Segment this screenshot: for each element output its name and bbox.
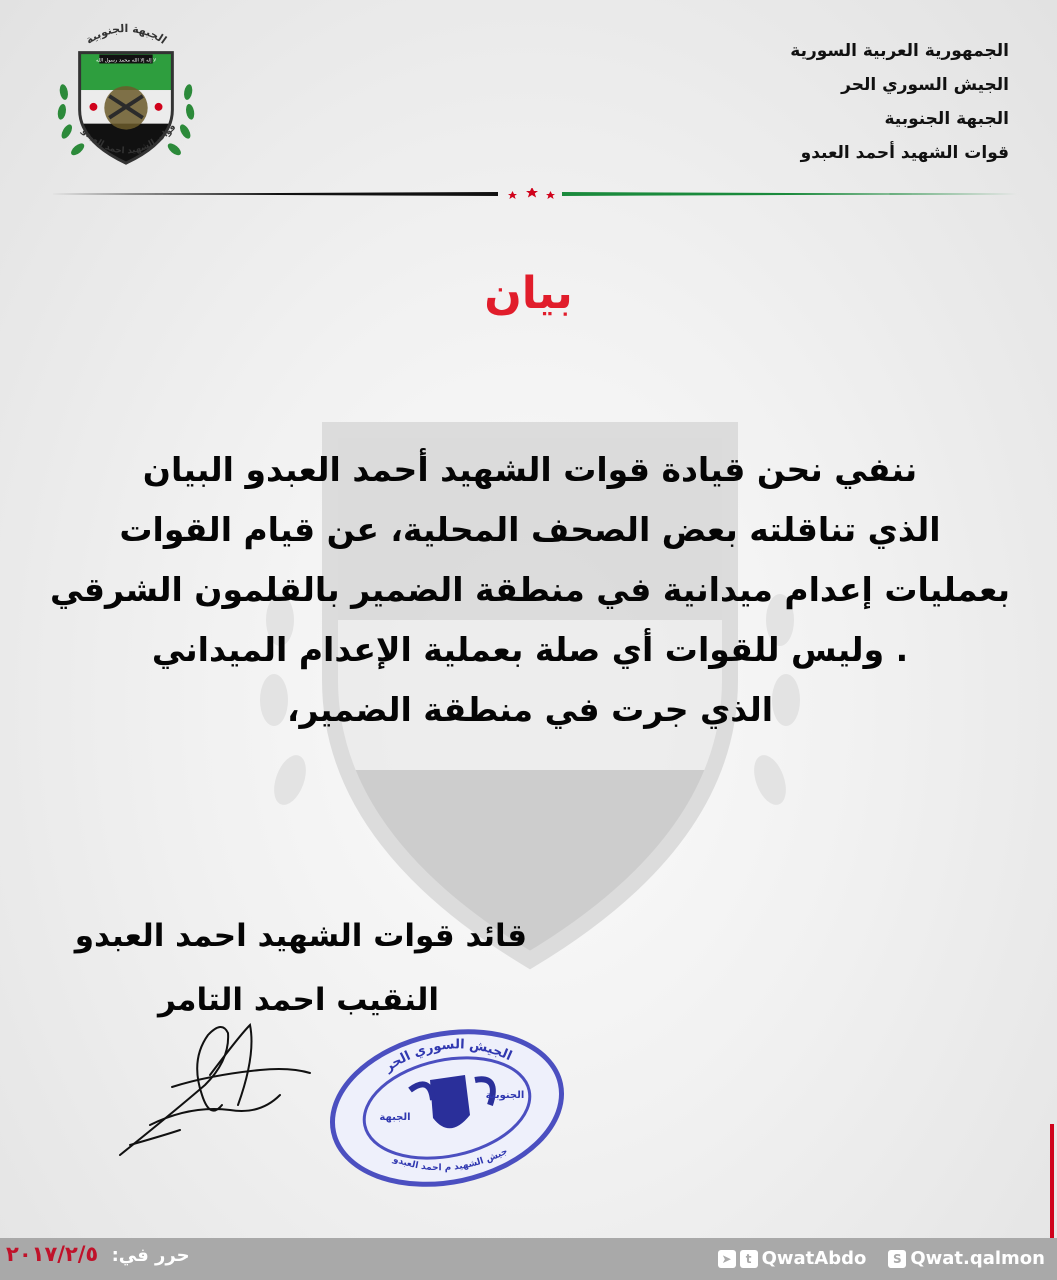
footer-date: [6, 1242, 190, 1266]
stamp-left-text: الجبهة: [379, 1112, 411, 1123]
social-handles: [718, 1248, 1045, 1269]
statement-line: ننفي نحن قيادة قوات الشهيد أحمد العبدو البيان: [142, 450, 918, 489]
snapchat-icon[interactable]: S: [888, 1250, 906, 1268]
statement-title: بيان: [484, 268, 573, 319]
stamp-top-text: الجيش السوري الحر: [381, 1037, 515, 1076]
logo-bottom-text: قوات الشهيد احمد العبدو: [79, 122, 179, 157]
statement-body: [40, 440, 1020, 740]
flag-divider: [50, 188, 1018, 200]
date-label: حرر في:: [111, 1245, 190, 1266]
handwritten-signature: [110, 1015, 320, 1165]
header-line-forces: قوات الشهيد أحمد العبدو: [800, 143, 1009, 163]
signatory-name: النقيب احمد التامر: [158, 982, 439, 1018]
svg-text:الجبهة الجنوبية: [83, 22, 169, 47]
statement-line: . وليس للقوات أي صلة بعملية الإعدام الميداني: [151, 630, 909, 669]
southern-front-logo: [52, 22, 200, 174]
telegram-icon[interactable]: ➤: [718, 1250, 736, 1268]
logo-top-text: الجبهة الجنوبية: [83, 22, 170, 47]
header-line-army: الجيش السوري الحر: [841, 75, 1009, 95]
organization-header: [589, 34, 1009, 170]
logo-flag-text: لا إله إلا الله محمد رسول الله: [95, 57, 157, 64]
header-line-front: الجبهة الجنوبية: [884, 109, 1009, 129]
signatory-title: قائد قوات الشهيد احمد العبدو: [74, 918, 527, 954]
twitter-icon[interactable]: t: [740, 1250, 758, 1268]
snapchat-handle[interactable]: Qwat.qalmon: [910, 1248, 1045, 1269]
header-line-republic: الجمهورية العربية السورية: [790, 41, 1009, 61]
statement-line: الذي تناقلته بعض الصحف المحلية، عن قيام القوات: [119, 510, 941, 549]
footer-accent-bar: [1050, 1124, 1054, 1238]
stamp-right-text: الجنوبية: [485, 1090, 525, 1101]
statement-line: الذي جرت في منطقة الضمير،: [286, 690, 774, 729]
date-value: ٢٠١٧/٢/٥: [6, 1242, 99, 1266]
twitter-handle[interactable]: QwatAbdo: [761, 1248, 867, 1269]
official-stamp: [325, 1020, 570, 1190]
statement-line: بعمليات إعدام ميدانية في منطقة الضمير بالقلمون الشرقي: [50, 570, 1010, 609]
stamp-bottom-text: جيش الشهيد م احمد العبدو: [391, 1146, 510, 1174]
